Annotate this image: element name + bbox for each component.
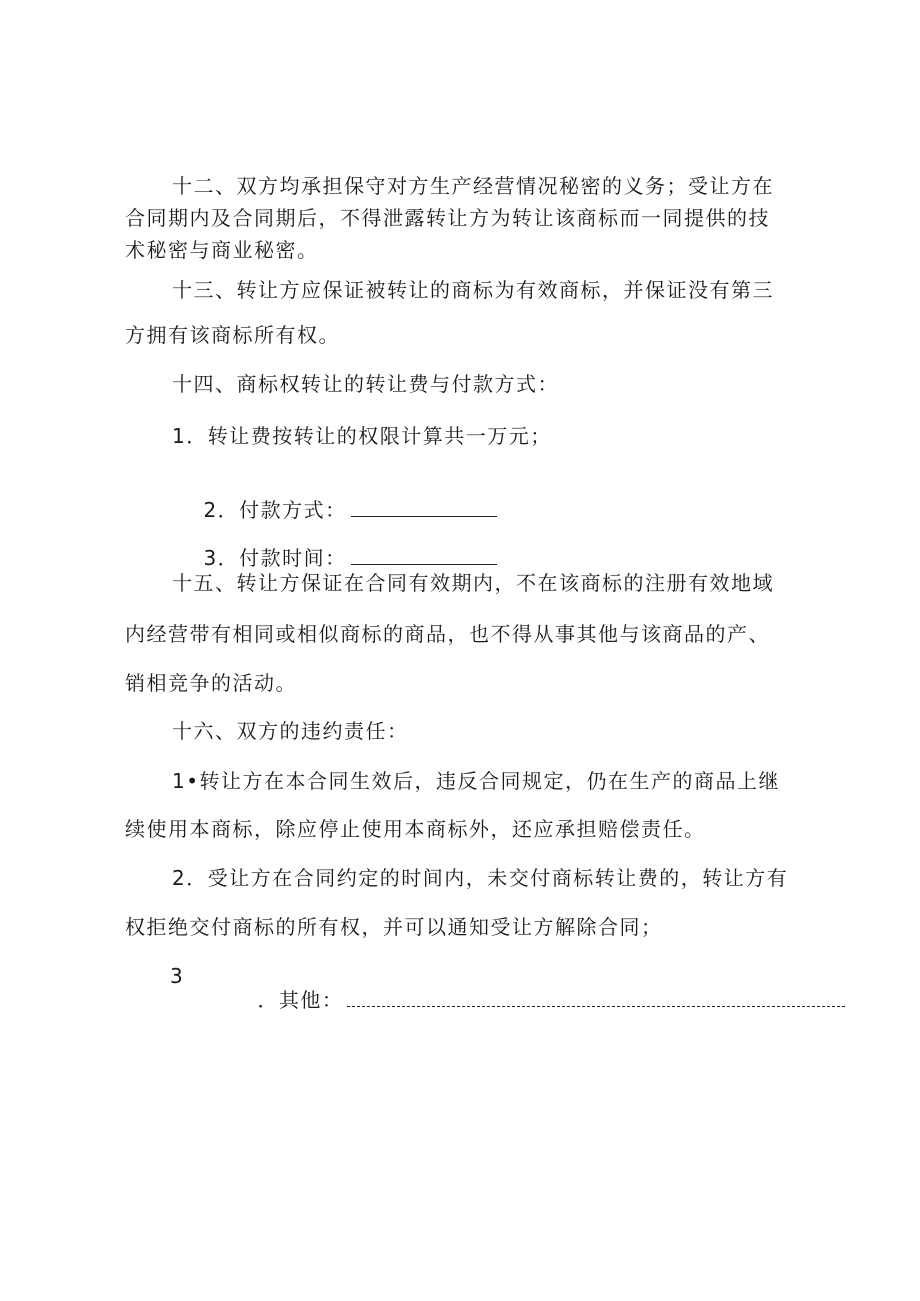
- clause-16-item-2-line-2: 权拒绝交付商标的所有权，并可以通知受让方解除合同；: [125, 915, 663, 939]
- other-label: ．其他：: [257, 988, 344, 1012]
- clause-16-item-1-line-2: 续使用本商标，除应停止使用本商标外，还应承担赔偿责任。: [125, 817, 706, 841]
- clause-12-line-2: 合同期内及合同期后，不得泄露转让方为转让该商标而一同提供的技: [125, 206, 770, 230]
- clause-15-line-3: 销相竞争的活动。: [125, 671, 297, 695]
- clause-12-line-3: 术秘密与商业秘密。: [125, 238, 319, 262]
- payment-time-blank: [351, 546, 497, 565]
- clause-16-heading: 十六、双方的违约责任：: [172, 719, 409, 743]
- clause-15-line-2: 内经营带有相同或相似商标的商品，也不得从事其他与该商品的产、: [125, 622, 770, 646]
- payment-method-blank: [351, 498, 497, 517]
- clause-16-item-3: [226, 964, 845, 1036]
- payment-time-label: 3．付款时间：: [203, 546, 347, 570]
- clause-13-line-1: 十三、转让方应保证被转让的商标为有效商标，并保证没有第三: [172, 278, 774, 302]
- clause-14-item-1: 1．转让费按转让的权限计算共一万元；: [172, 424, 552, 448]
- payment-method-label: 2．付款方式：: [203, 498, 347, 522]
- clause-13-line-2: 方拥有该商标所有权。: [125, 323, 340, 347]
- clause-16-item-2-line-1: 2．受让方在合同约定的时间内，未交付商标转让费的，转让方有: [172, 866, 789, 890]
- clause-12-line-1: 十二、双方均承担保守对方生产经营情况秘密的义务；受让方在: [172, 174, 774, 198]
- clause-16-item-3-number: 3: [170, 964, 185, 988]
- other-dashed-blank: [347, 993, 845, 1007]
- clause-15-line-1: 十五、转让方保证在合同有效期内，不在该商标的注册有效地域: [172, 571, 774, 595]
- clause-16-item-1-line-1: 1•转让方在本合同生效后，违反合同规定，仍在生产的商品上继: [172, 769, 781, 793]
- clause-14-heading: 十四、商标权转让的转让费与付款方式：: [172, 372, 559, 396]
